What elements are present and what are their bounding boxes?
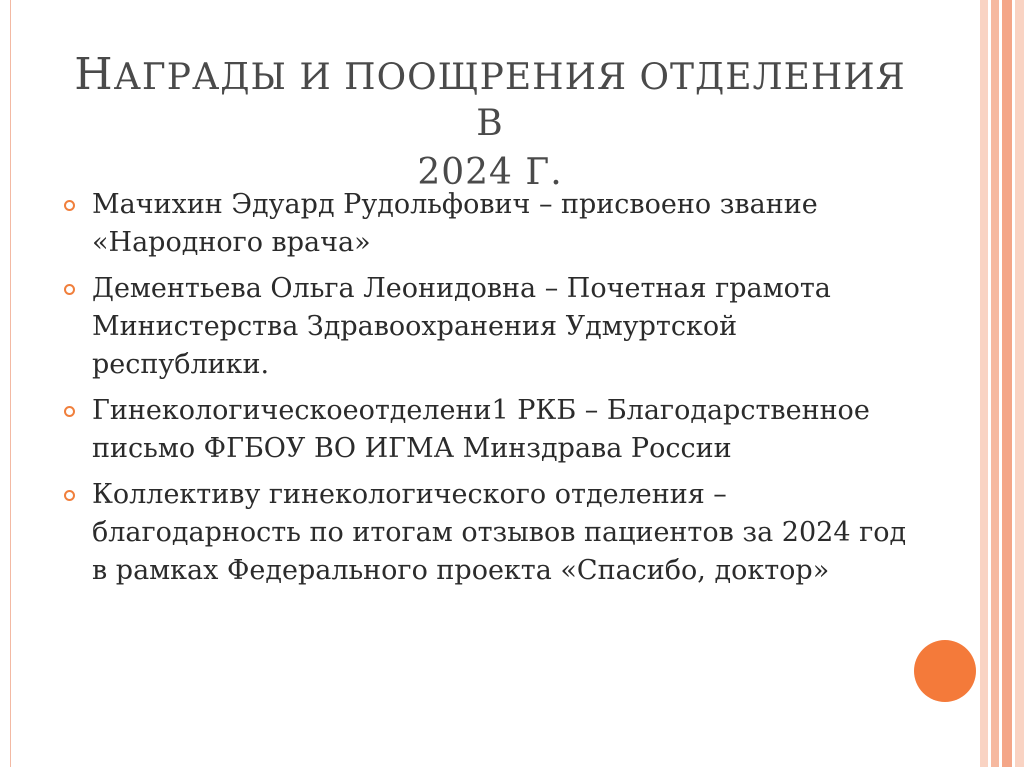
list-item-text: Коллективу гинекологического отделения – благодарность по итогам отзывов пациентов за 2024 год в рамках Федерального проекта «Спасибо, доктор» — [92, 479, 907, 586]
stripe — [980, 0, 988, 767]
list-item-text: Дементьева Ольга Леонидовна – Почетная грамота Министерства Здравоохранения Удмуртской республики. — [92, 273, 831, 380]
ring-bullet-icon — [64, 490, 75, 501]
stripe — [991, 0, 999, 767]
title-initial: Н — [74, 49, 114, 100]
list-item-text: Мачихин Эдуард Рудольфович – присвоено звание «Народного врача» — [92, 189, 818, 258]
stripe — [1015, 0, 1024, 767]
list-item — [58, 476, 908, 590]
orange-circle-icon — [914, 640, 976, 702]
ring-bullet-icon — [64, 200, 75, 211]
list-item — [58, 270, 908, 384]
decorative-stripes — [980, 0, 1024, 767]
left-rule — [10, 0, 11, 767]
title-line-1 — [60, 49, 920, 147]
title-text: 2024 Г. — [417, 152, 563, 193]
slide-title — [60, 49, 920, 196]
awards-list — [58, 186, 908, 598]
ring-bullet-icon — [64, 406, 75, 417]
list-item — [58, 392, 908, 468]
stripe — [1002, 0, 1012, 767]
list-item-text: Гинекологическоеотделени1 РКБ – Благодарственное письмо ФГБОУ ВО ИГМА Минздрава России — [92, 395, 870, 464]
list-item — [58, 186, 908, 262]
title-text: АГРАДЫ И ПООЩРЕНИЯ ОТДЕЛЕНИЯ В — [113, 57, 906, 144]
ring-bullet-icon — [64, 284, 75, 295]
